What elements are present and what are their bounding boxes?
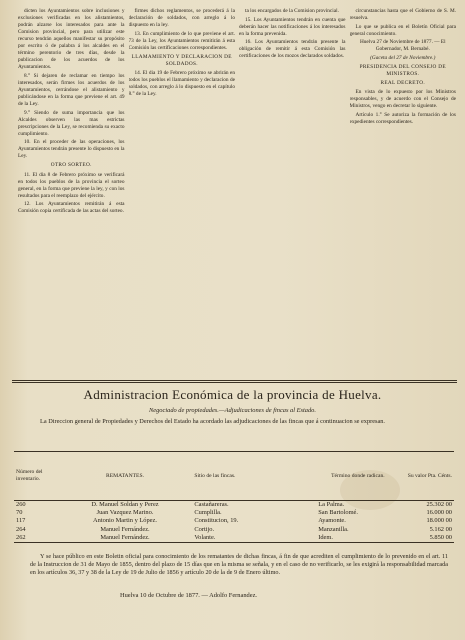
- row-sitio: Castañareras.: [194, 501, 229, 508]
- admin-title: Administracion Económica de la provincia de Huelva.: [83, 387, 382, 402]
- header-valor: Su valor Pta. Cénts.: [407, 472, 452, 479]
- col3-paragraph: 16. Los Ayuntamientos tendrán presente la obligación de remitir á esta Comisión las certificaciones de los mozos declarados soldados.: [239, 39, 346, 60]
- table-row: [14, 526, 454, 534]
- col1-paragraph: 10. En el proceder de las operaciones, los Ayuntamientos tendrán presente lo dispuesto en la Ley.: [18, 139, 125, 160]
- row-valor: 18.000 00: [426, 517, 452, 525]
- section-heading: LLAMAMIENTO Y DECLARACION DE SOLDADOS.: [131, 53, 232, 67]
- adjudications-table: [14, 451, 454, 543]
- col4-paragraph: Lo que se publica en el Boletín Oficial para general conocimiento.: [349, 23, 456, 37]
- column-1: [18, 8, 125, 378]
- admin-subtitle: Negociado de propiedades.—Adjudicaciones de fincas al Estado.: [149, 407, 316, 414]
- row-number: 262: [16, 533, 26, 541]
- admin-body: La Direccion general de Propiedades y Derechos del Estado ha acordado las adjudicaciones de las fincas que á continuacion se expresan.: [40, 418, 385, 425]
- row-sitio: Cortijo.: [194, 525, 215, 533]
- row-rematante: D. Manuel Soldan y Perez: [91, 501, 159, 508]
- row-sitio: Constitucion, 19.: [194, 517, 239, 525]
- row-number: 260: [16, 501, 26, 508]
- col2-paragraph: 13. En cumplimiento de lo que previene el art. 73 de la Ley, los Ayuntamientos remitirán á esta Comisión las certificaciones correspondientes.: [128, 30, 235, 51]
- row-rematante: Manuel Fernández.: [100, 525, 150, 533]
- row-valor: 5.850 00: [429, 533, 452, 541]
- table-row: [14, 501, 454, 509]
- row-termino: San Bartolomé.: [318, 509, 358, 517]
- col2-paragraph: firmes dichos reglamentos, se procederá á la declaración de soldados, con arreglo á lo dispuesto en la ley.: [128, 8, 235, 29]
- row-number: 70: [16, 509, 23, 517]
- row-sitio: Cumplilla.: [194, 509, 222, 517]
- col1-paragraph: 9.° Siendo de suma importancia que los Alcaldes observen las mas estrictas prescripciones de la Ley, se recomienda su exacto cumplimiento.: [18, 109, 125, 137]
- col1-paragraph: dicten los Ayuntamientos sobre inclusiones y exclusiones verificadas en los alistamientos, podrán alzarse los interesados para ante la Comision provincial, pero para utilizar este recurso tendrán aquellos manifestar su propósito por escrito ó de palabra á los alcaldes en el término perentorio de tres días, desde la publicacion de los acuerdos de los Ayuntamientos.: [18, 8, 125, 71]
- column-2: [129, 8, 236, 378]
- table-row: [14, 534, 454, 542]
- row-termino: Ayamonte.: [318, 517, 346, 525]
- gazette-reference: (Gaceta del 27 de Noviembre.): [370, 54, 436, 61]
- col4-paragraph: En vista de lo expuesto por los Ministros responsables, y de acuerdo con el Consejo de Ministros, vengo en decretar lo siguiente.: [349, 88, 456, 110]
- row-rematante: Juan Vazquez Marino.: [96, 509, 154, 517]
- col2-paragraph: 14. El dia 19 de Febrero próximo se abrirán en todos los pueblos el llamamiento y declaracion de soldados, con arreglo á lo dispuesto en el capítulo 8.° de la Ley.: [128, 69, 235, 98]
- column-4: [350, 8, 457, 378]
- table-row: [14, 517, 454, 525]
- row-sitio: Volante.: [194, 533, 216, 541]
- row-termino: La Palma.: [318, 501, 345, 508]
- row-number: 117: [16, 517, 26, 525]
- col4-signature: Huelva 27 de Noviembre de 1877. — El Gobernador, M. Bernabé.: [359, 39, 446, 53]
- col1-paragraph: 12. Los Ayuntamientos remitirán á esta Comisión copia certificada de las actas del sorteo.: [18, 201, 125, 215]
- row-rematante: Antonio Martin y López.: [93, 517, 157, 525]
- column-3: [239, 8, 346, 378]
- decree-heading: REAL DECRETO.: [380, 79, 425, 86]
- table-row: [14, 509, 454, 517]
- section-divider: [12, 380, 457, 381]
- row-number: 264: [16, 525, 26, 533]
- col4-paragraph: circunstancias hasta que el Gobierno de S. M. resuelva.: [349, 8, 456, 22]
- col1-paragraph: 11. El dia 8 de Febrero próximo se verificará en todos los pueblos de la provincia el sorteo general, en la forma que previene la ley, y con los resultados para el reemplazo del ejército.: [18, 171, 125, 199]
- header-termino: Término donde radican.: [331, 472, 385, 479]
- col4-paragraph: Artículo 1.° Se autoriza la formación de los expedientes correspondientes.: [349, 111, 456, 125]
- section-divider: [12, 382, 457, 383]
- row-rematante: Manuel Fernández.: [100, 533, 150, 541]
- col1-paragraph: 8.° Si dejaren de reclamar en tiempo los interesados, serán firmes los acuerdos de los Ayuntamientos, cerrándose el alistamiento y publicándose en la forma que previene el art. 49 de la Ley.: [18, 72, 125, 108]
- text-columns: [18, 8, 456, 378]
- closing-paragraph: Y se hace público en este Boletin oficial para conocimiento de los rematantes de dichas fincas, á fin de que acrediten el cumplimiento de lo prevenido en el art. 11 de la Instruccion de 31 de Mayo de 1855, dentro del plazo de 15 días que en la misma se señala, y en el caso de no verificarlo, se les exigirá la responsabilidad marcada en los artículos 36, 37 y 38 de la Ley de 19 de Julio de 1856 y artículo 20 de la de 9 de Enero último.: [30, 553, 448, 576]
- row-termino: Idem.: [318, 533, 333, 541]
- signoff: Huelva 10 de Octubre de 1877. — Adolfo Fernandez.: [120, 592, 258, 599]
- table-body: [14, 501, 454, 542]
- row-valor: 25.302 00: [426, 501, 452, 508]
- section-heading: OTRO SORTEO.: [50, 162, 92, 169]
- header-sitio: Sitio de las fincas.: [194, 472, 236, 479]
- header-rematantes: REMATANTES.: [106, 472, 144, 479]
- row-valor: 16.000 00: [426, 509, 452, 517]
- col3-paragraph: 15. Los Ayuntamientos tendrán en cuenta que deberán hacer las notificaciones á los interesados en la forma prevenida.: [239, 16, 346, 37]
- col3-paragraph: ta los encargados de la Comision provincial.: [245, 8, 339, 14]
- row-valor: 5.162 00: [429, 525, 452, 533]
- table-header: [14, 452, 454, 501]
- row-termino: Manzanilla.: [318, 525, 349, 533]
- header-numero: Número del inventario.: [16, 469, 43, 482]
- section-heading: PRESIDENCIA DEL CONSEJO DE MINISTROS.: [359, 63, 446, 77]
